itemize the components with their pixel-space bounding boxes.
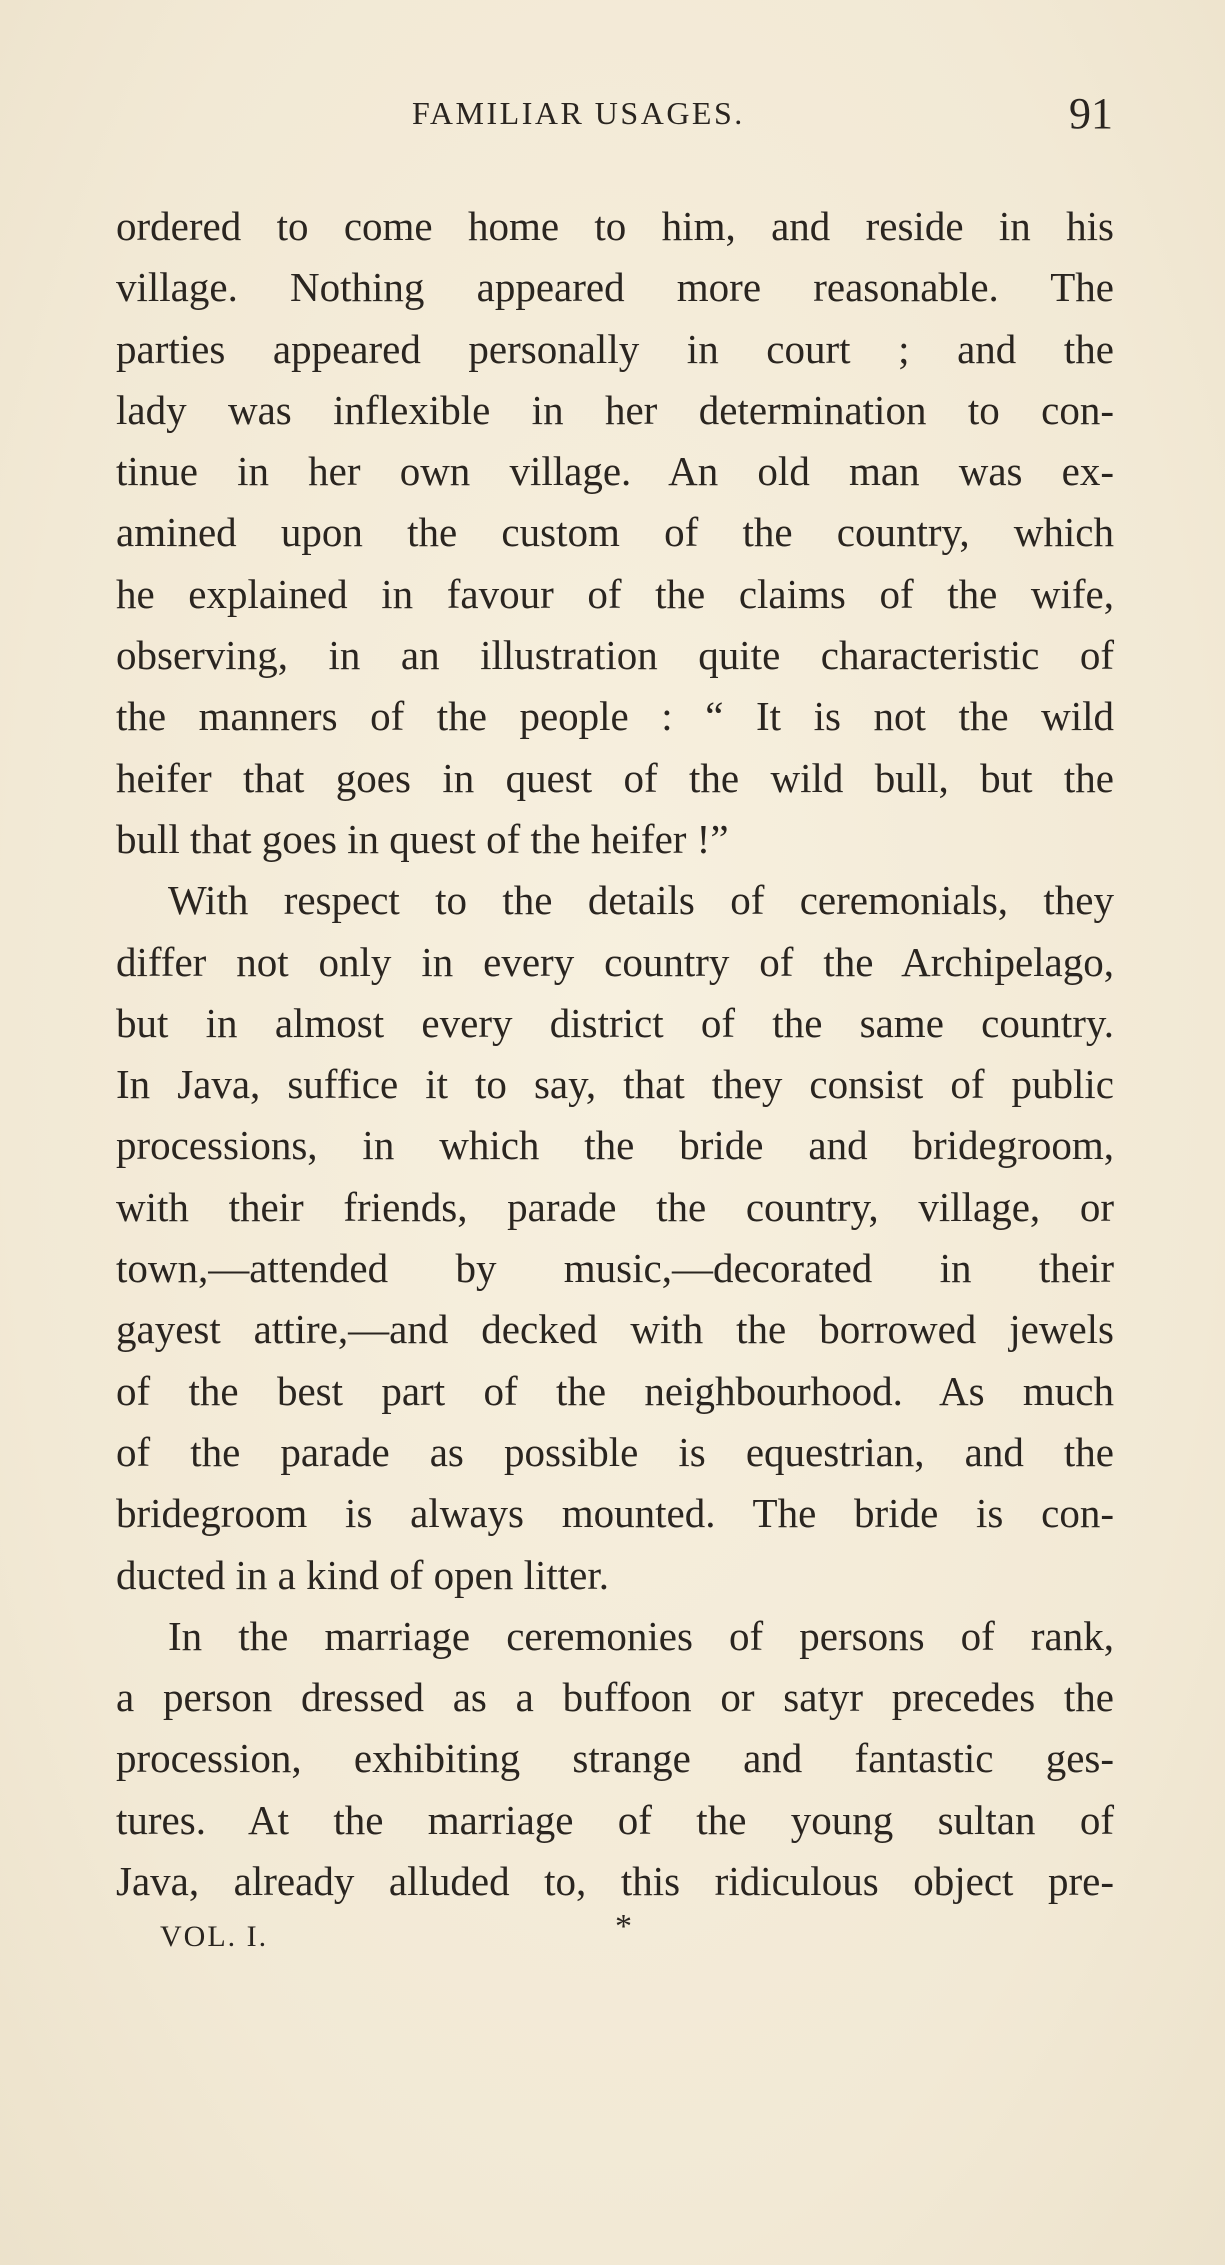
text-line: In the marriage ceremonies of persons of rank, [168,1612,1114,1659]
text-line: amined upon the custom of the country, which [116,509,1114,556]
text-line: town,—attended by music,—decorated in their [116,1245,1114,1292]
body-text [116,196,1114,1912]
text-line: a person dressed as a buffoon or satyr precedes the [116,1674,1114,1721]
text-line: of the parade as possible is equestrian, and the [116,1428,1114,1475]
text-line: observing, in an illustration quite characteristic of [116,632,1114,679]
signature-mark: VOL. I. [160,1920,269,1953]
text-line: In Java, suffice it to say, that they consist of public [116,1061,1114,1108]
text-line: of the best part of the neighbourhood. As much [116,1367,1114,1414]
running-head-title: FAMILIAR USAGES. [412,95,745,131]
text-line: bridegroom is always mounted. The bride is con- [116,1490,1114,1537]
text-line: ordered to come home to him, and reside in his [116,203,1114,249]
text-line: the manners of the people : “ It is not the wild [116,693,1114,740]
text-line: tinue in her own village. An old man was ex- [116,448,1114,495]
text-line: he explained in favour of the claims of the wife, [116,570,1114,617]
text-line: gayest attire,—and decked with the borrowed jewels [116,1306,1114,1353]
page-number: 91 [1069,89,1113,138]
asterisk-mark: * [615,1908,632,1945]
text-line: parties appeared personally in court ; and the [116,325,1114,372]
text-line: ducted in a kind of open litter. [116,1551,610,1598]
text-line: Java, already alluded to, this ridiculous object pre- [116,1858,1114,1905]
text-line: bull that goes in quest of the heifer !” [116,815,729,862]
text-line: With respect to the details of ceremonials, they [168,877,1114,924]
text-line: tures. At the marriage of the young sultan of [116,1796,1114,1843]
text-line: village. Nothing appeared more reasonable. The [116,264,1114,311]
text-line: differ not only in every country of the Archipelago, [116,938,1114,985]
text-line: processions, in which the bride and bridegroom, [116,1122,1114,1169]
text-line: lady was inflexible in her determination to con- [116,386,1114,433]
text-line: but in almost every district of the same country. [116,999,1114,1046]
text-line: heifer that goes in quest of the wild bull, but the [116,754,1114,801]
text-line: procession, exhibiting strange and fantastic ges- [116,1735,1114,1782]
text-line: with their friends, parade the country, village, or [116,1183,1114,1230]
